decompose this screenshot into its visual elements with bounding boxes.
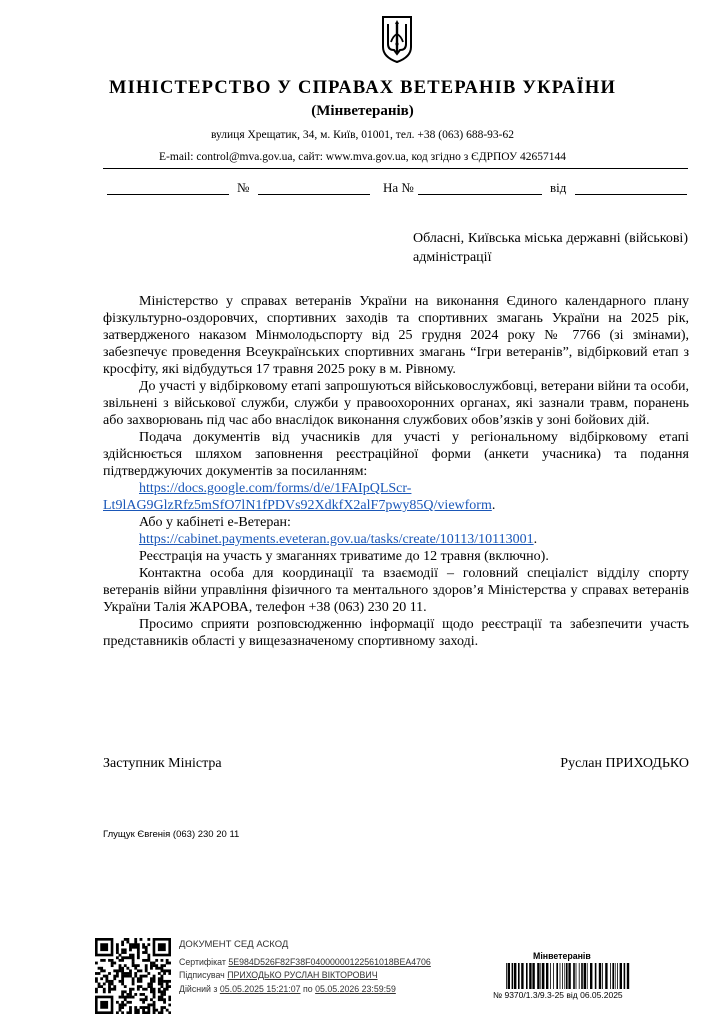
reply-date-field: [575, 194, 687, 195]
ministry-short-name: (Мінветеранів): [311, 103, 414, 119]
registration-form-link-line: https://docs.google.com/forms/d/e/1FAIpQLScr- Lt9lAG9GlzRfz5mSfO7lN1fPDVs92XdkfX2alF7pwy85Q/viewform.: [103, 481, 496, 513]
recipient-block: Обласні, Київська міська державні (військові) адміністрації: [413, 231, 688, 265]
executor-contact: Глущук Євгенія (063) 230 20 11: [103, 829, 240, 840]
ministry-address: вулиця Хрещатик, 34, м. Київ, 01001, тел. +38 (063) 688-93-62: [211, 129, 514, 141]
signatory-name: Руслан ПРИХОДЬКО: [560, 756, 689, 771]
paragraph: Реєстрація на участь у змаганнях триватиме до 12 травня (включно).: [139, 549, 549, 564]
signatory-position: Заступник Міністра: [103, 756, 222, 771]
reply-number-label: На №: [383, 180, 414, 195]
ministry-contacts: E-mail: control@mva.gov.ua, сайт: www.mva.gov.ua, код згідно з ЄДРПОУ 42657144: [159, 151, 566, 163]
paragraph: Просимо сприяти розповсюдженню інформації щодо реєстрації та забезпечити участь представників області у вищезазначеному спортивному заході.: [103, 617, 689, 649]
certificate-id: 5E984D526F82F38F04000000122561018BEA4706: [228, 956, 431, 967]
registration-number: № 9370/1.3/9.3-25 від 06.05.2025: [493, 990, 623, 1000]
outgoing-date-field: [107, 194, 229, 195]
paragraph: Або у кабінеті е-Ветеран:: [139, 515, 291, 530]
reply-date-label: від: [550, 180, 567, 195]
valid-from: 05.05.2025 15:21:07: [219, 983, 301, 994]
ministry-name: МІНІСТЕРСТВО У СПРАВАХ ВЕТЕРАНІВ УКРАЇНИ: [108, 78, 617, 98]
barcode-org-label: Мінветеранів: [533, 951, 591, 961]
e-signature-stamp: ДОКУМЕНТ СЕД АСКОД Сертифікат 5E984D526F82F38F04000000122561018BEA4706 Підписувач ПРИХОДЬКО РУСЛАН ВІКТОРОВИЧ Дійсний з 05.05.2025 15:21:07 по 05.05.2026 23:59:59: [179, 939, 431, 994]
eveteran-cabinet-link[interactable]: https://cabinet.payments.eveteran.gov.ua/tasks/create/10113/10113001: [139, 532, 534, 547]
e-signature-title: ДОКУМЕНТ СЕД АСКОД: [179, 939, 289, 950]
outgoing-number-field: [258, 194, 370, 195]
registration-form-link[interactable]: https://docs.google.com/forms/d/e/1FAIpQLScr- Lt9lAG9GlzRfz5mSfO7lN1fPDVs92XdkfX2alF7pwy85Q/viewform: [103, 481, 492, 513]
letterhead-divider: [103, 168, 688, 169]
reply-number-field: [418, 194, 542, 195]
barcode-icon: [506, 963, 630, 989]
paragraph: Контактна особа для координації та взаємодії – головний спеціаліст відділу спорту ветеранів війни управління фізичного та ментального здоров’я Міністерства у справах ветеранів України Талія ЖАРОВА, телефон +38 (063) 230 20 11.: [103, 566, 689, 615]
valid-to: 05.05.2026 23:59:59: [315, 983, 396, 994]
letter-body: [103, 293, 689, 650]
signer-name: ПРИХОДЬКО РУСЛАН ВІКТОРОВИЧ: [227, 970, 378, 980]
qr-code-icon: [95, 938, 171, 1014]
paragraph: Міністерство у справах ветеранів України на виконання Єдиного календарного плану фізкультурно-оздоровчих, спортивних заходів та спортивних змагань України на 2025 рік, затвердженого наказом Мінмолодьспорту від 25 грудня 2024 року № 7766 (зі змінами), забезпечує проведення Всеукраїнських спортивних змагань “Ігри ветеранів”, відбірковий етап з кросфіту, які відбудуться 17 травня 2025 року в м. Рівному.: [103, 294, 689, 377]
paragraph: Подача документів від учасників для участі у регіональному відбірковому етапі здійснюється шляхом заповнення реєстраційної форми (анкети учасника) та подання підтверджуючих документів за посиланням:: [103, 430, 689, 479]
outgoing-number-label: №: [237, 180, 250, 195]
paragraph: До участі у відбірковому етапі запрошуються військовослужбовці, ветерани війни та особи, звільнені з військової служби, служби у правоохоронних органах, які зазнали травм, поранень або захворювань під час або внаслідок виконання службових обов’язків у зоні бойових дій.: [103, 379, 689, 428]
eveteran-link-line: https://cabinet.payments.eveteran.gov.ua/tasks/create/10113/10113001.: [139, 532, 538, 547]
trident-emblem-icon: [380, 14, 414, 64]
